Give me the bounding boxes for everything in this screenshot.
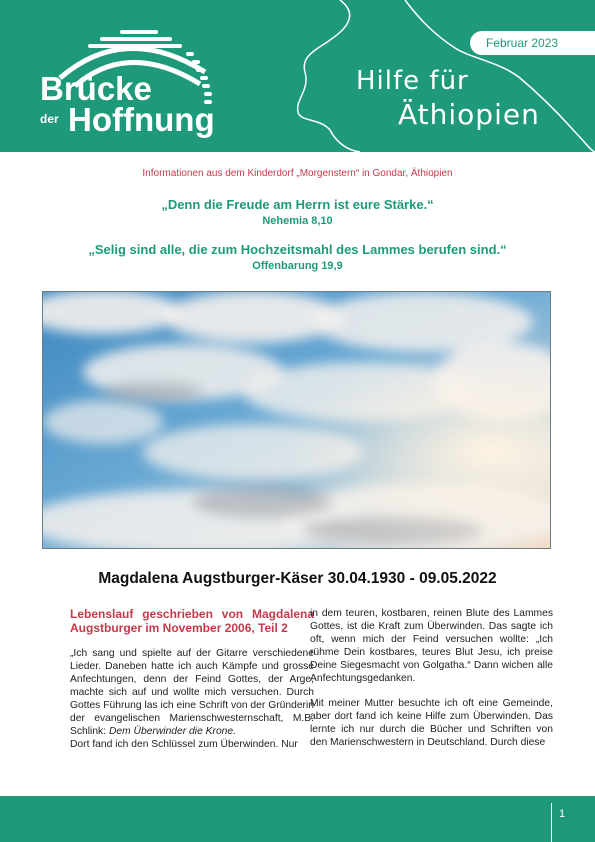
sky-photo (42, 291, 551, 549)
footer-bar (0, 796, 595, 842)
article-column-right (310, 607, 553, 761)
footer-divider (551, 803, 552, 842)
info-line: Informationen aus dem Kinderdorf „Morgenstern“ in Gondar, Äthiopien (142, 168, 453, 179)
logo-text-bruecke: Brücke (40, 70, 152, 107)
logo-text-hoffnung: Hoffnung (68, 101, 215, 138)
page-number: 1 (559, 808, 566, 820)
title-line-1: Hilfe für (356, 66, 469, 96)
title-line-2: Äthiopien (398, 98, 540, 131)
bible-quote-2: „Selig sind alle, die zum Hochzeitsmahl des Lammes berufen sind.“ (88, 242, 507, 257)
header-banner (0, 0, 595, 152)
article-text: „Ich sang und spielte auf der Gitarre verschiedene Lieder. Daneben hatte ich auch Kämpfe und grosse Anfechtungen, denn der Feind Gottes, der Arge, machte sich auf und wollte mich versuchen. Durch Gottes Führung las ich eine Schrift von der Gründerin der evangelischen Marienschwesternschaft, M.B. Schlink: (70, 648, 314, 737)
bible-reference-2: Offenbarung 19,9 (252, 260, 343, 272)
article-paragraph: in dem teuren, kostbaren, reinen Blute des Lammes Gottes, ist die Kraft zum Überwinden. Das sagte ich oft, wenn mich der Feind versuchen wollte: „Ich rühme Dein kostbares, teures Blut Jesu, ich preise Deine Siegesmacht von Golgatha.“ Dann wichen alle Anfechtungsgedanken. (310, 608, 553, 684)
bible-quote-1: „Denn die Freude am Herrn ist eure Stärke.“ (161, 197, 434, 212)
article-column-left (70, 607, 314, 763)
article-paragraph (70, 647, 314, 751)
article-paragraph: Mit meiner Mutter besuchte ich oft eine Gemeinde, aber dort fand ich keine Hilfe zum Überwinden. Das lernte ich nur durch die Bücher und Schriften von den Marienschwestern in Deutschland. Durch diese (310, 698, 553, 748)
bible-reference-1: Nehemia 8,10 (262, 215, 333, 227)
article-text: Dort fand ich den Schlüssel zum Überwinden. Nur (70, 739, 298, 750)
article-headline: Magdalena Augstburger-Käser 30.04.1930 - 09.05.2022 (98, 570, 497, 587)
issue-date: Februar 2023 (486, 36, 559, 50)
book-title: Dem Überwinder die Krone. (108, 726, 236, 737)
article-subhead: Lebenslauf geschrieben von Magdalena Augstburger im November 2006, Teil 2 (70, 607, 314, 635)
logo-text-der: der (40, 112, 59, 126)
